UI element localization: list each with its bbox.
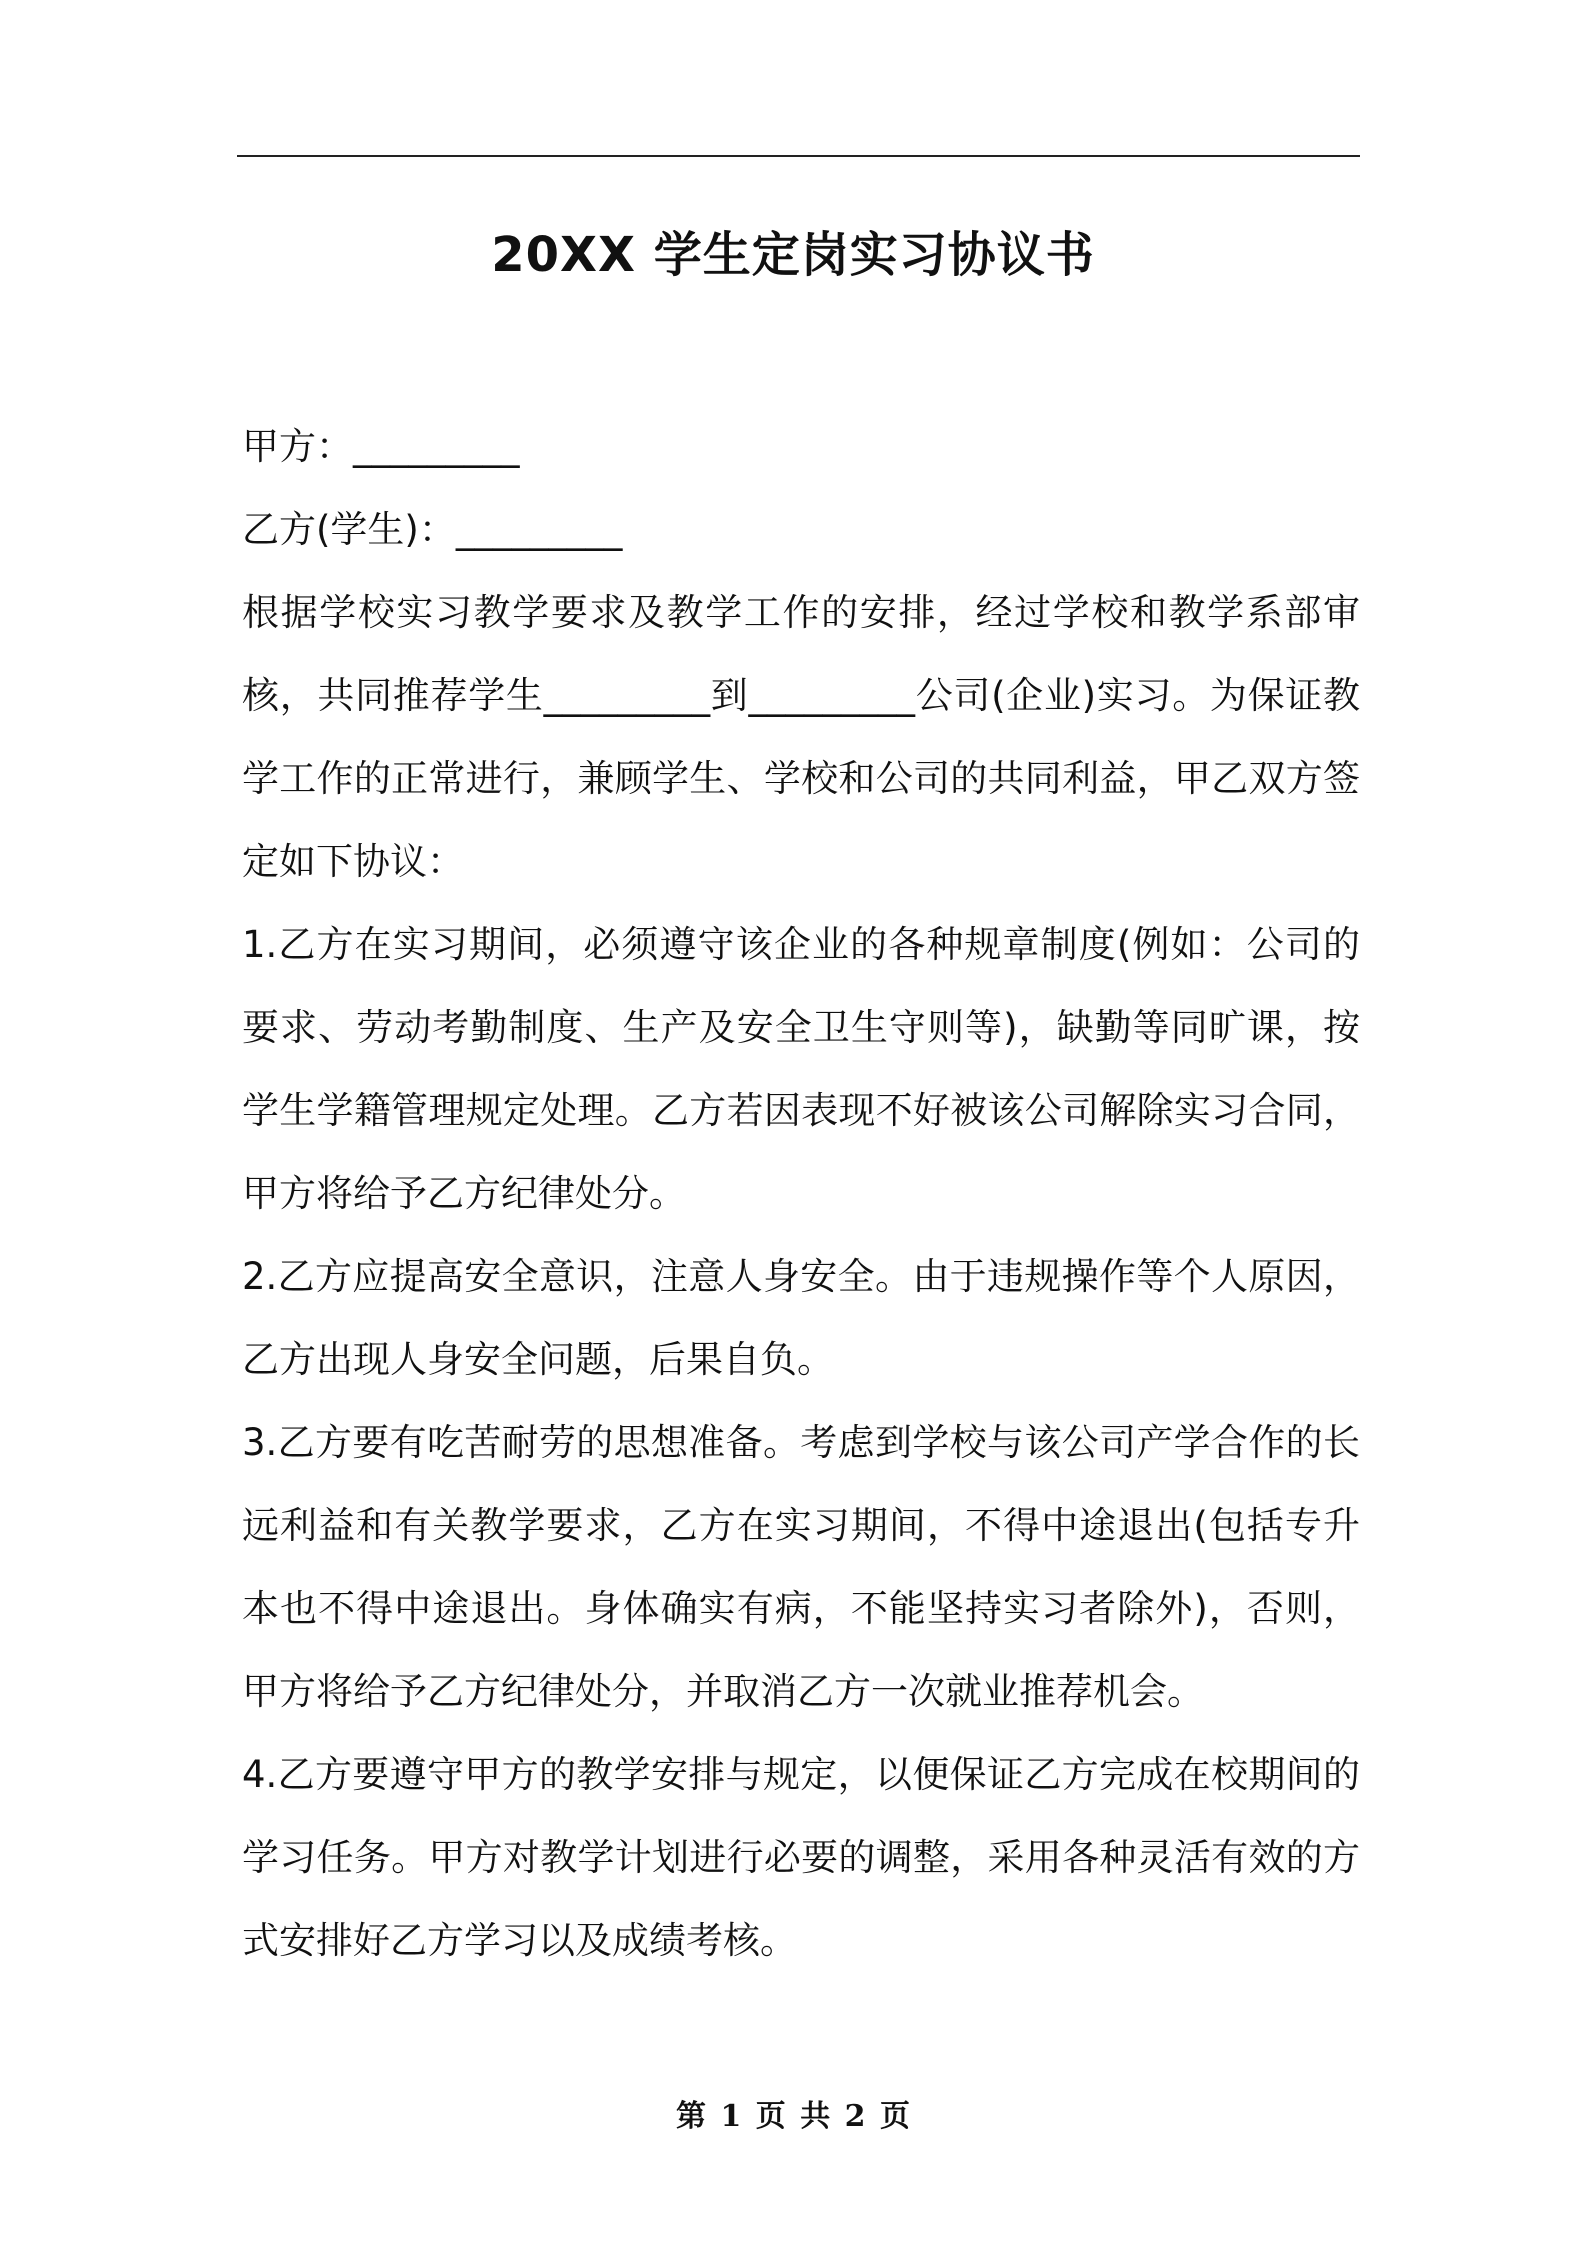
clause-2: 2.乙方应提高安全意识，注意人身安全。由于违规操作等个人原因，乙方出现人身安全问题，后果自负。: [242, 1255, 1360, 1381]
party-a-line: 甲方：_________: [242, 425, 520, 468]
header-rule: [237, 155, 1360, 157]
page-number: 第 1 页 共 2 页: [676, 2099, 910, 2134]
clause-4: 4.乙方要遵守甲方的教学安排与规定，以便保证乙方完成在校期间的学习任务。甲方对教学计划进行必要的调整，采用各种灵活有效的方式安排好乙方学习以及成绩考核。: [242, 1753, 1360, 1962]
preamble-paragraph: 根据学校实习教学要求及教学工作的安排，经过学校和教学系部审核，共同推荐学生_________到_________公司(企业)实习。为保证教学工作的正常进行，兼顾学生、学校和公司的共同利益，甲乙双方签定如下协议：: [242, 591, 1360, 883]
party-b-line: 乙方(学生)：_________: [242, 508, 623, 551]
clause-1: 1.乙方在实习期间，必须遵守该企业的各种规章制度(例如：公司的要求、劳动考勤制度、生产及安全卫生守则等)，缺勤等同旷课，按学生学籍管理规定处理。乙方若因表现不好被该公司解除实习合同，甲方将给予乙方纪律处分。: [242, 923, 1360, 1215]
clause-3: 3.乙方要有吃苦耐劳的思想准备。考虑到学校与该公司产学合作的长远利益和有关教学要求，乙方在实习期间，不得中途退出(包括专升本也不得中途退出。身体确实有病，不能坚持实习者除外)，否则，甲方将给予乙方纪律处分，并取消乙方一次就业推荐机会。: [242, 1421, 1360, 1713]
document-body: [242, 405, 1360, 1982]
document-title: 20XX 学生定岗实习协议书: [491, 227, 1095, 283]
